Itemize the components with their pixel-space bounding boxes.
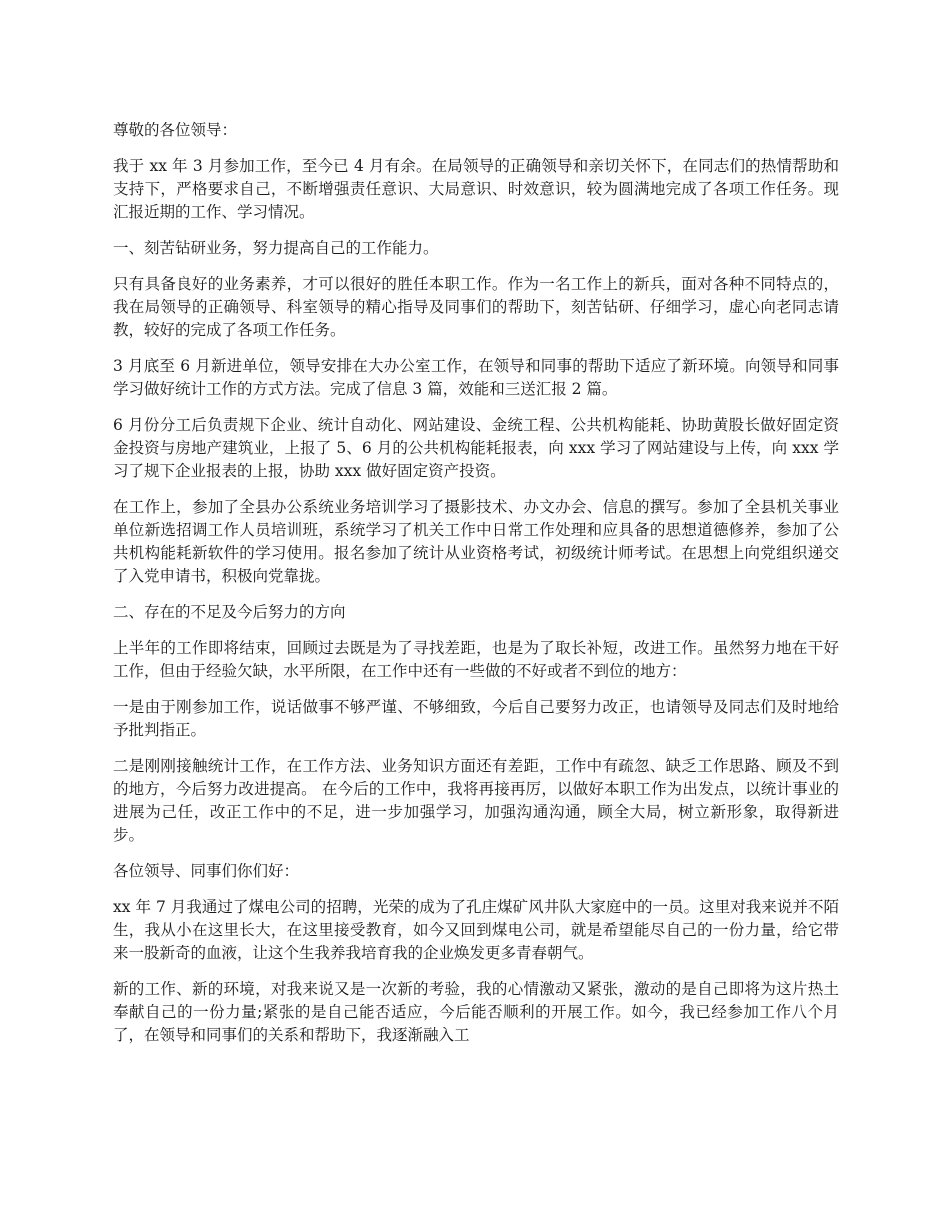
paragraph: 上半年的工作即将结束，回顾过去既是为了寻找差距，也是为了取长补短，改进工作。虽然努力地在干好工作，但由于经验欠缺，水平所限，在工作中还有一些做的不好或者不到位的地方： <box>113 639 839 680</box>
paragraph: 6 月份分工后负责规下企业、统计自动化、网站建设、金统工程、公共机构能耗、协助黄股长做好固定资金投资与房地产建筑业，上报了 5、6 月的公共机构能耗报表，向 xxx 学习了网站建设与上传，向 xxx 学习了规下企业报表的上报，协助 xxx 做好固定资产投资。 <box>113 416 839 480</box>
paragraph-intro: 我于 xx 年 3 月参加工作，至今已 4 月有余。在局领导的正确领导和亲切关怀下，在同志们的热情帮助和支持下，严格要求自己，不断增强责任意识、大局意识、时效意识，较为圆满地完成了各项工作任务。现汇报近期的工作、学习情况。 <box>113 157 839 221</box>
paragraph: xx 年 7 月我通过了煤电公司的招聘，光荣的成为了孔庄煤矿风井队大家庭中的一员。这里对我来说并不陌生，我从小在这里长大，在这里接受教育，如今又回到煤电公司，就是希望能尽自己的一份力量，给它带来一股新奇的血液，让这个生我养我培育我的企业焕发更多青春朝气。 <box>113 898 839 962</box>
salutation-2: 各位领导、同事们你们好： <box>113 862 300 880</box>
paragraph: 二是刚刚接触统计工作，在工作方法、业务知识方面还有差距，工作中有疏忽、缺乏工作思路、顾及不到的地方，今后努力改进提高。 在今后的工作中，我将再接再厉，以做好本职工作为出发点，以统计事业的进展为己任，改正工作中的不足，进一步加强学习，加强沟通沟通，顾全大局，树立新形象，取得新进步。 <box>113 757 839 844</box>
salutation: 尊敬的各位领导： <box>113 121 238 139</box>
paragraph: 只有具备良好的业务素养，才可以很好的胜任本职工作。作为一名工作上的新兵，面对各种不同特点的，我在局领导的正确领导、科室领导的精心指导及同事们的帮助下，刻苦钻研、仔细学习，虚心向老同志请教，较好的完成了各项工作任务。 <box>113 275 839 339</box>
section-heading-1: 一、刻苦钻研业务，努力提高自己的工作能力。 <box>113 239 439 257</box>
paragraph: 在工作上，参加了全县办公系统业务培训学习了摄影技术、办文办会、信息的撰写。参加了全县机关事业单位新选招调工作人员培训班，系统学习了机关工作中日常工作处理和应具备的思想道德修养，参加了公共机构能耗新软件的学习使用。报名参加了统计从业资格考试，初级统计师考试。在思想上向党组织递交了入党申请书，积极向党靠拢。 <box>113 498 839 585</box>
paragraph: 新的工作、新的环境，对我来说又是一次新的考验，我的心情激动又紧张，激动的是自己即将为这片热土奉献自己的一份力量;紧张的是自己能否适应，今后能否顺利的开展工作。如今，我已经参加工作八个月了，在领导和同事们的关系和帮助下，我逐渐融入工 <box>113 980 839 1044</box>
paragraph: 一是由于刚参加工作，说话做事不够严谨、不够细致，今后自己要努力改正，也请领导及同志们及时地给予批判指正。 <box>113 698 839 739</box>
section-heading-2: 二、存在的不足及今后努力的方向 <box>113 603 346 621</box>
paragraph: 3 月底至 6 月新进单位，领导安排在大办公室工作，在领导和同事的帮助下适应了新环境。向领导和同事学习做好统计工作的方式方法。完成了信息 3 篇，效能和三送汇报 2 篇。 <box>113 357 839 398</box>
document-body <box>113 119 839 1060</box>
